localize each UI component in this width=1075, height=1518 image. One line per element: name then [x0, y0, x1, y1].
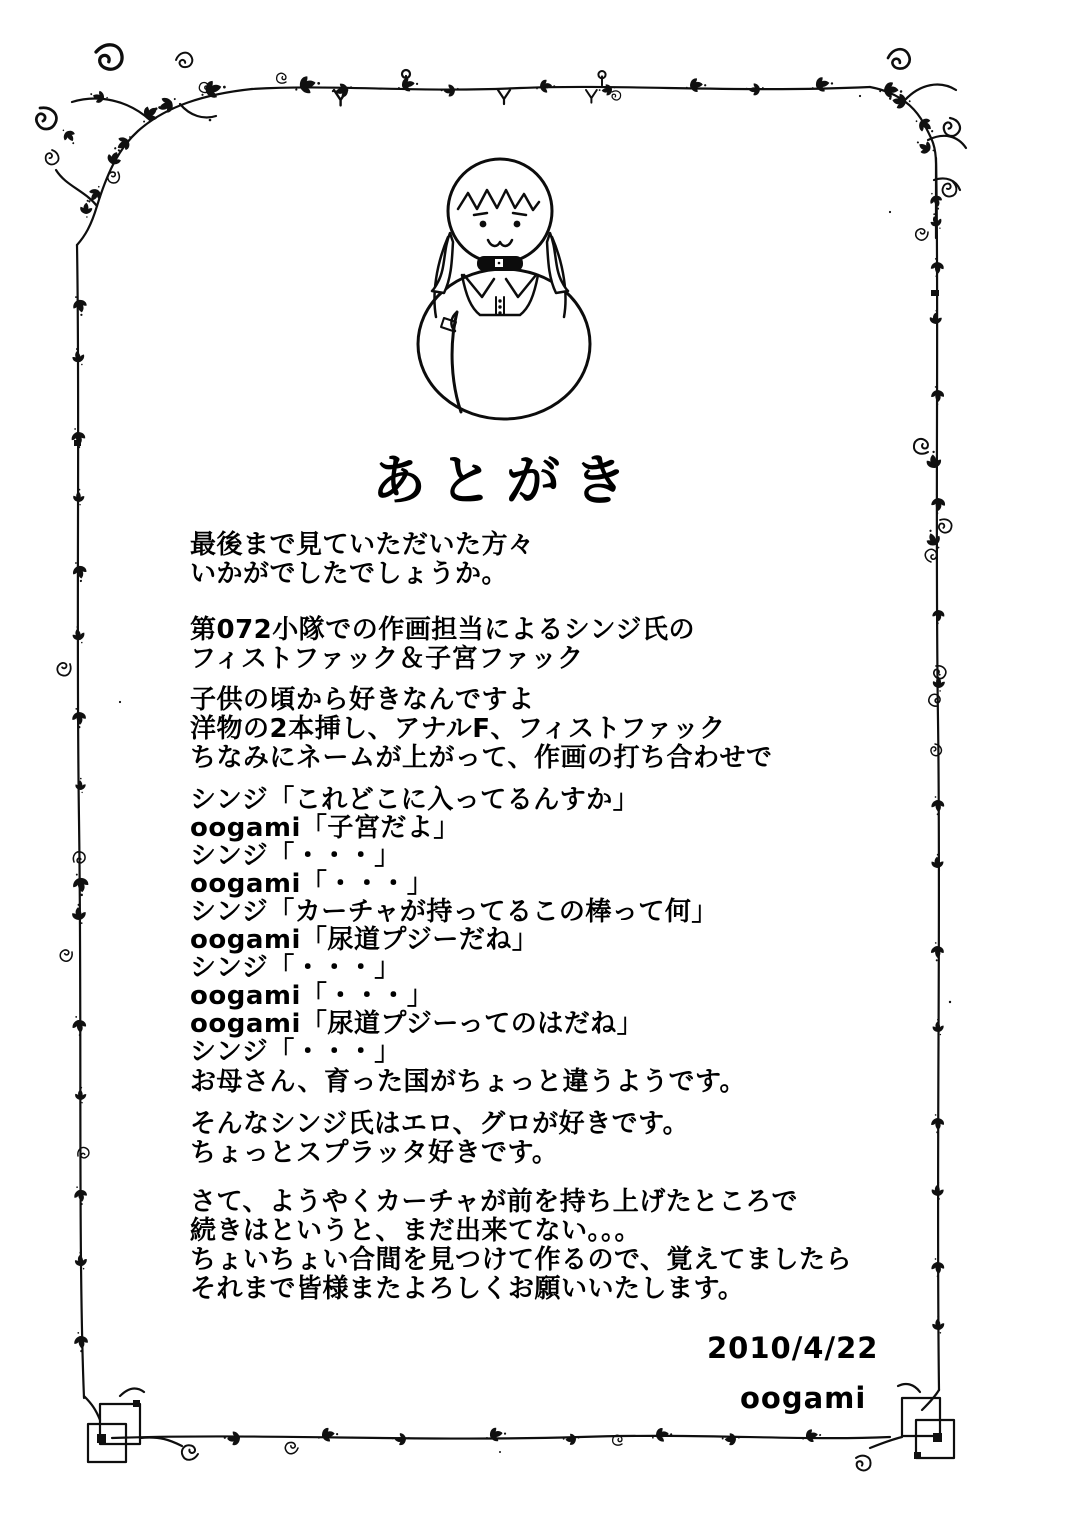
text-line: シンジ「・・・」	[190, 953, 401, 983]
text-line: 子供の頃から好きなんですよ	[190, 685, 535, 715]
text-line: 第072小隊での作画担当によるシンジ氏の	[190, 615, 695, 645]
paragraph	[190, 686, 772, 773]
text-line: oogami「・・・」	[190, 869, 434, 899]
text-line: シンジ「カーチャが持ってるこの棒って何」	[190, 897, 718, 927]
date-text: 2010/4/22	[707, 1331, 879, 1365]
text-line: 洋物の2本挿し、アナルF、フィストファック	[190, 714, 726, 744]
text-line: 続きはというと、まだ出来てない。。。	[190, 1216, 642, 1246]
paragraph	[190, 1068, 746, 1097]
paragraph	[190, 1188, 852, 1304]
text-line: シンジ「・・・」	[190, 1037, 401, 1067]
text-line: お母さん、育った国がちょっと違うようです。	[190, 1067, 746, 1097]
text-line: oogami「尿道プジーってのはだね」	[190, 1009, 644, 1039]
text-line: シンジ「これどこに入ってるんすか」	[190, 785, 640, 815]
paragraph	[190, 616, 695, 674]
text-line: ちょっとスプラッタ好きです。	[190, 1138, 559, 1168]
text-line: oogami「尿道プジーだね」	[190, 925, 539, 955]
dialogue-paragraph	[190, 786, 718, 1066]
text-line: そんなシンジ氏はエロ、グロが好きです。	[190, 1109, 690, 1139]
paragraph	[190, 531, 535, 589]
paragraph	[190, 1110, 689, 1168]
text-line: 最後まで見ていただいた方々	[190, 530, 535, 560]
text-line: oogami「・・・」	[190, 981, 434, 1011]
swaddled-chibi-girl-illustration	[400, 145, 605, 435]
text-line: ちょいちょい合間を見つけて作るので、覚えてましたら	[190, 1245, 852, 1275]
text-line: oogami「子宮だよ」	[190, 813, 460, 843]
page-title: あとがき	[372, 449, 640, 512]
text-line: いかがでしたでしょうか。	[190, 559, 509, 589]
text-line: シンジ「・・・」	[190, 841, 401, 871]
author-signature: oogami	[740, 1381, 867, 1415]
text-line: フィストファック＆子宮ファック	[190, 644, 584, 674]
text-line: それまで皆様またよろしくお願いいたします。	[190, 1274, 745, 1304]
text-line: ちなみにネームが上がって、作画の打ち合わせで	[190, 743, 773, 773]
text-line: さて、ようやくカーチャが前を持ち上げたところで	[190, 1187, 798, 1217]
